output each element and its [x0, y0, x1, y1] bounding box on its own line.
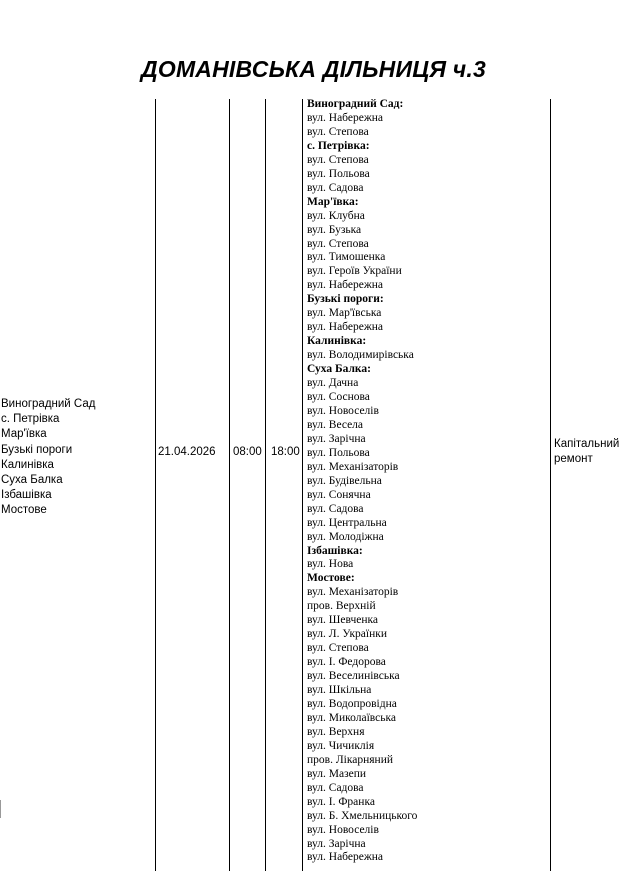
street-item: вул. Набережна	[307, 321, 384, 334]
settlement-name: Виноградний Сад	[1, 398, 96, 410]
street-item: вул. Садова	[307, 781, 364, 794]
street-item: вул. Миколаївська	[307, 711, 397, 724]
street-item: вул. Мар'ївська	[307, 307, 382, 320]
street-item: вул. Молодіжна	[307, 530, 384, 543]
column-divider-date	[229, 99, 230, 871]
street-item: вул. Набережна	[307, 111, 384, 124]
settlement-name: Ізбашівка	[1, 489, 52, 502]
settlement-heading: Мар'ївка:	[307, 195, 359, 208]
street-item: вул. Шевченка	[307, 614, 379, 627]
outage-time-from: 08:00	[233, 446, 262, 458]
street-item: пров. Лікарняний	[307, 753, 394, 766]
settlement-heading: Бузькі пороги:	[307, 293, 384, 306]
column-divider-settlements	[155, 99, 156, 871]
street-item: вул. І. Франка	[307, 795, 375, 808]
street-item: вул. Нова	[307, 558, 354, 571]
street-item: вул. Механізаторів	[307, 460, 399, 473]
street-item: вул. Мазепи	[307, 767, 367, 780]
settlements-cell	[1, 397, 151, 519]
settlement-name: Мостове	[1, 504, 47, 517]
street-item: вул. Степова	[307, 237, 369, 250]
street-item: вул. Бузька	[307, 223, 362, 236]
settlement-heading: Ізбашівка:	[307, 544, 363, 557]
street-item: вул. Новоселів	[307, 404, 379, 417]
street-item: вул. Водопровідна	[307, 697, 397, 710]
street-item: вул. Степова	[307, 153, 369, 166]
street-item: вул. Володимирівська	[307, 349, 414, 362]
street-item: вул. Чичиклія	[307, 739, 375, 752]
street-item: вул. Зарічна	[307, 432, 366, 445]
settlement-heading: Мостове:	[307, 572, 355, 585]
settlement-heading: с. Петрівка:	[307, 139, 370, 152]
street-item: вул. Клубна	[307, 209, 365, 222]
streets-cell	[307, 98, 547, 865]
street-item: вул. Степова	[307, 125, 369, 138]
street-item: вул. Новоселів	[307, 823, 379, 836]
street-item: вул. Сонячна	[307, 488, 371, 501]
settlement-name: Суха Балка	[1, 474, 63, 487]
street-item: вул. Польова	[307, 167, 370, 180]
column-divider-time-from	[265, 99, 266, 871]
settlement-heading: Калинівка:	[307, 335, 367, 348]
street-item: вул. Верхня	[307, 725, 365, 738]
street-item: вул. Б. Хмельницького	[307, 809, 418, 822]
street-item: вул. Садова	[307, 502, 364, 515]
street-item: вул. Будівельна	[307, 474, 382, 487]
street-item: вул. Центральна	[307, 516, 387, 529]
street-item: вул. Садова	[307, 181, 364, 194]
street-item: вул. Л. Українки	[307, 628, 387, 641]
street-item: вул. Набережна	[307, 851, 384, 864]
settlement-name: Бузькі пороги	[1, 443, 73, 456]
street-item: вул. Тимошенка	[307, 251, 386, 264]
column-divider-streets	[550, 99, 551, 871]
street-item: вул. Набережна	[307, 279, 384, 292]
column-divider-time-to	[302, 99, 303, 871]
settlement-heading: Виноградний Сад:	[307, 98, 404, 110]
settlement-name: Мар'ївка	[1, 428, 47, 441]
street-item: вул. І. Федорова	[307, 656, 386, 669]
street-item: вул. Степова	[307, 642, 369, 655]
page-edge-mark	[0, 800, 1, 818]
outage-time-to: 18:00	[271, 446, 300, 458]
street-item: вул. Польова	[307, 446, 370, 459]
street-item: вул. Веселинівська	[307, 670, 400, 683]
street-item: вул. Героїв України	[307, 265, 402, 278]
page-title: ДОМАНІВСЬКА ДІЛЬНИЦЯ ч.3	[141, 56, 486, 82]
street-item: вул. Весела	[307, 418, 364, 431]
street-item: вул. Механізаторів	[307, 586, 399, 599]
settlement-name: с. Петрівка	[1, 413, 60, 426]
street-item: вул. Соснова	[307, 391, 370, 404]
street-item: вул. Дачна	[307, 377, 359, 390]
work-type: Капітальний ремонт	[554, 438, 620, 466]
street-item: вул. Зарічна	[307, 837, 366, 850]
street-item: вул. Шкільна	[307, 684, 372, 697]
outage-date: 21.04.2026	[158, 446, 216, 458]
settlement-heading: Суха Балка:	[307, 363, 371, 376]
settlement-name: Калинівка	[1, 458, 54, 471]
street-item: пров. Верхній	[307, 600, 376, 613]
